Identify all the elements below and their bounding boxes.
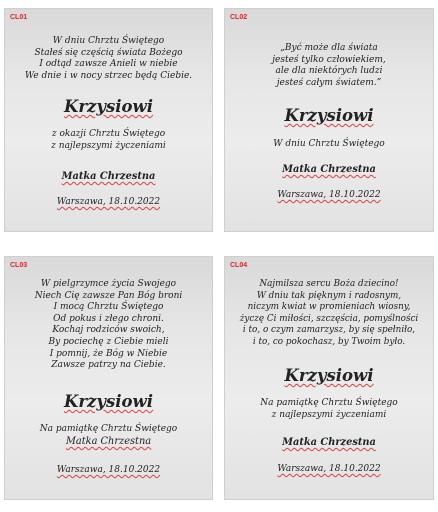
verse-line: i to, o czym zamarzysz, by się spełniło, [242, 325, 416, 336]
signature: Matka Chrzestna [61, 171, 156, 182]
recipient-name: Krzysiowi [284, 106, 374, 125]
dedication-line: z okazji Chrztu Świętego [51, 129, 166, 139]
verse-line: Stałeś się częścią świata Bożego [34, 47, 183, 58]
card-code: CL03 [10, 262, 28, 269]
card-code: CL04 [230, 262, 248, 269]
card-text [5, 257, 212, 499]
verse [5, 279, 212, 372]
signature: Matka Chrzestna [282, 437, 376, 448]
verse-line: jesteś tylko człowiekiem, [272, 54, 386, 65]
card-cl01[interactable] [4, 8, 213, 232]
dedication [225, 398, 433, 421]
signature: Matka Chrzestna [282, 164, 376, 175]
dedication [225, 139, 433, 151]
verse-line: By pociechę z Ciebie mieli [48, 336, 169, 347]
card-cl03[interactable] [4, 256, 213, 500]
recipient-name: Krzysiowi [63, 97, 154, 116]
place-date: Warszawa, 18.10.2022 [277, 464, 381, 474]
signature: Matka Chrzestna [65, 436, 152, 447]
verse-line: Kochaj rodziców swoich, [52, 325, 165, 336]
verse-line: Zawsze patrzy na Ciebie. [51, 360, 166, 371]
card-cl04[interactable] [224, 256, 434, 500]
recipient-name: Krzysiowi [284, 366, 374, 385]
verse-line: Najmilsza sercu Boża dziecino! [259, 279, 399, 289]
dedication-line: z najlepszymi życzeniami [271, 409, 387, 420]
verse [5, 36, 212, 82]
dedication-line: W dniu Chrztu Świętego [273, 139, 385, 149]
card-text [225, 257, 433, 499]
place-date: Warszawa, 18.10.2022 [56, 197, 161, 207]
verse-line: życzę Ci miłości, szczęścia, pomyślności [239, 313, 419, 324]
verse-line: W dniu tak pięknym i radosnym, [256, 290, 402, 301]
verse-line: i to, co pokochasz, by Twoim było. [252, 336, 406, 347]
dedication-line: Na pamiątkę Chrztu Świętego [260, 398, 398, 408]
verse-line: I pomnij, że Bóg w Niebie [49, 348, 168, 359]
verse-line: I mocą Chrztu Świętego [53, 302, 164, 313]
card-cl02[interactable] [224, 8, 434, 232]
verse-line: ale dla niektórych ludzi [275, 66, 383, 77]
recipient-name: Krzysiowi [63, 392, 154, 411]
card-code: CL01 [10, 14, 28, 21]
card-text [225, 9, 433, 231]
dedication [5, 129, 212, 152]
verse-line: W pielgrzymce życia Swojego [40, 279, 177, 289]
verse-line: W dniu Chrztu Świętego [52, 36, 165, 46]
verse-line: Niech Cię zawsze Pan Bóg broni [34, 290, 183, 301]
place-date: Warszawa, 18.10.2022 [56, 465, 161, 475]
place-date: Warszawa, 18.10.2022 [277, 190, 381, 200]
card-text [5, 9, 212, 231]
verse-line: „Być może dla świata [280, 43, 378, 53]
dedication [5, 424, 212, 436]
verse-line: Od pokus i złego chroni. [53, 313, 164, 324]
verse [225, 279, 433, 349]
verse-line: I odtąd zawsze Anieli w niebie [39, 59, 178, 70]
verse-line: niczym kwiat w promieniach wiosny, [247, 302, 411, 313]
verse-line: jesteś całym światem.” [276, 77, 382, 88]
dedication-line: z najlepszymi życzeniami [51, 140, 166, 151]
verse [225, 43, 433, 89]
dedication-line: Na pamiątkę Chrztu Świętego [39, 424, 178, 434]
verse-line: We dnie i w nocy strzec będą Ciebie. [24, 70, 193, 81]
card-code: CL02 [230, 14, 248, 21]
